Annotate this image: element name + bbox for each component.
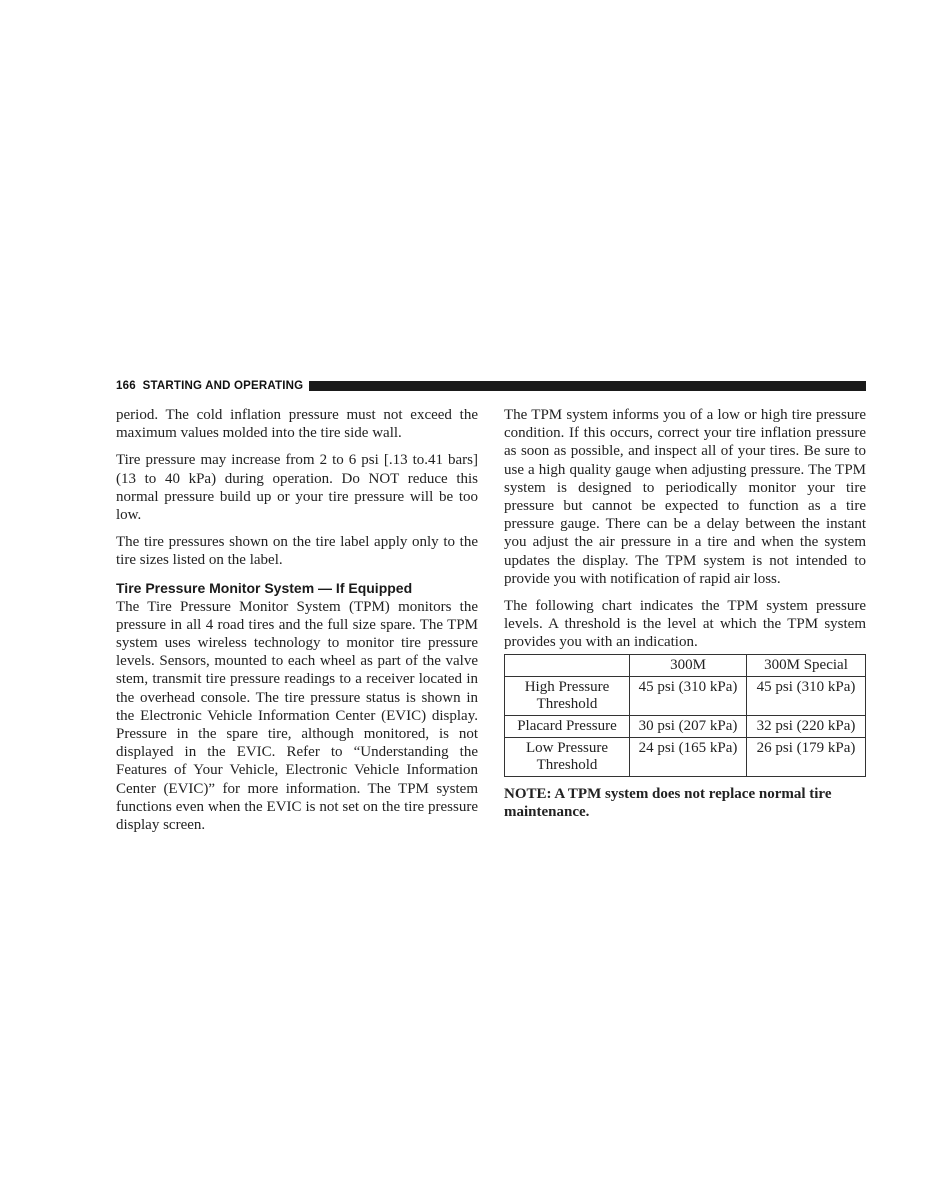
paragraph-tpm-description: The Tire Pressure Monitor System (TPM) monitors the pressure in all 4 road tires and the full size spare. The TPM system uses wireless technology to monitor tire pressure levels. Sensors, mounted to each wheel as part of the valve stem, transmit tire pressure readings to a receiver located in the overhead console. The tire pressure status is shown in the Electronic Vehicle Information Center (EVIC) display. Pressure in the spare tire, although monitored, is not displayed in the EVIC. Refer to “Understanding the Features of Your Vehicle, Electronic Vehicle Information Center (EVIC)” for more information. The TPM system functions even when the EVIC is not set on the tire pressure display screen. (116, 598, 478, 834)
page-number: 166 (116, 380, 136, 392)
section-title: STARTING AND OPERATING (142, 380, 304, 392)
tpm-pressure-table (504, 654, 866, 777)
table-cell: 30 psi (207 kPa) (630, 715, 747, 737)
paragraph-pressure-increase: Tire pressure may increase from 2 to 6 psi [.13 to.41 bars] (13 to 40 kPa) during operation. Do NOT reduce this normal pressure build up or your tire pressure will be too low. (116, 452, 478, 524)
table-header-cell: 300M Special (747, 654, 866, 676)
paragraph-chart-intro: The following chart indicates the TPM system pressure levels. A threshold is the level at which the TPM system provides you with an indication. (504, 598, 866, 651)
table-cell: 32 psi (220 kPa) (747, 715, 866, 737)
header-label (116, 380, 303, 392)
section-heading: Tire Pressure Monitor System — If Equipped (116, 579, 413, 596)
page-header (116, 379, 866, 393)
paragraph-tpm-informs: The TPM system informs you of a low or high tire pressure condition. If this occurs, correct your tire inflation pressure as soon as possible, and inspect all of your tires. Be sure to use a high quality gauge when adjusting pressure. The TPM system is designed to periodically monitor your tire pressure but cannot be expected to function as a tire pressure gauge. There can be a delay between the instant you adjust the air pressure in a tire and when the system updates the display. The TPM system is not intended to provide you with notification of rapid air loss. (504, 407, 866, 587)
table-header-cell: 300M (630, 654, 747, 676)
table-cell: 24 psi (165 kPa) (630, 737, 747, 776)
table-cell: Placard Pressure (505, 715, 630, 737)
table-header-cell (505, 654, 630, 676)
table-header-row (505, 654, 866, 676)
table-cell: Low Pressure Threshold (505, 737, 630, 776)
right-column (504, 406, 866, 821)
left-column (116, 406, 478, 834)
header-rule (309, 381, 866, 391)
table-row (505, 737, 866, 776)
paragraph-tire-label: The tire pressures shown on the tire label apply only to the tire sizes listed on the label. (116, 534, 478, 569)
table-row (505, 676, 866, 715)
table-cell: 26 psi (179 kPa) (747, 737, 866, 776)
note-text: NOTE: A TPM system does not replace normal tire maintenance. (504, 785, 832, 820)
table-cell: 45 psi (310 kPa) (630, 676, 747, 715)
table-cell: 45 psi (310 kPa) (747, 676, 866, 715)
table-cell: High Pressure Threshold (505, 676, 630, 715)
table-row (505, 715, 866, 737)
paragraph-inflation-limit: period. The cold inflation pressure must not exceed the maximum values molded into the tire side wall. (116, 407, 478, 442)
